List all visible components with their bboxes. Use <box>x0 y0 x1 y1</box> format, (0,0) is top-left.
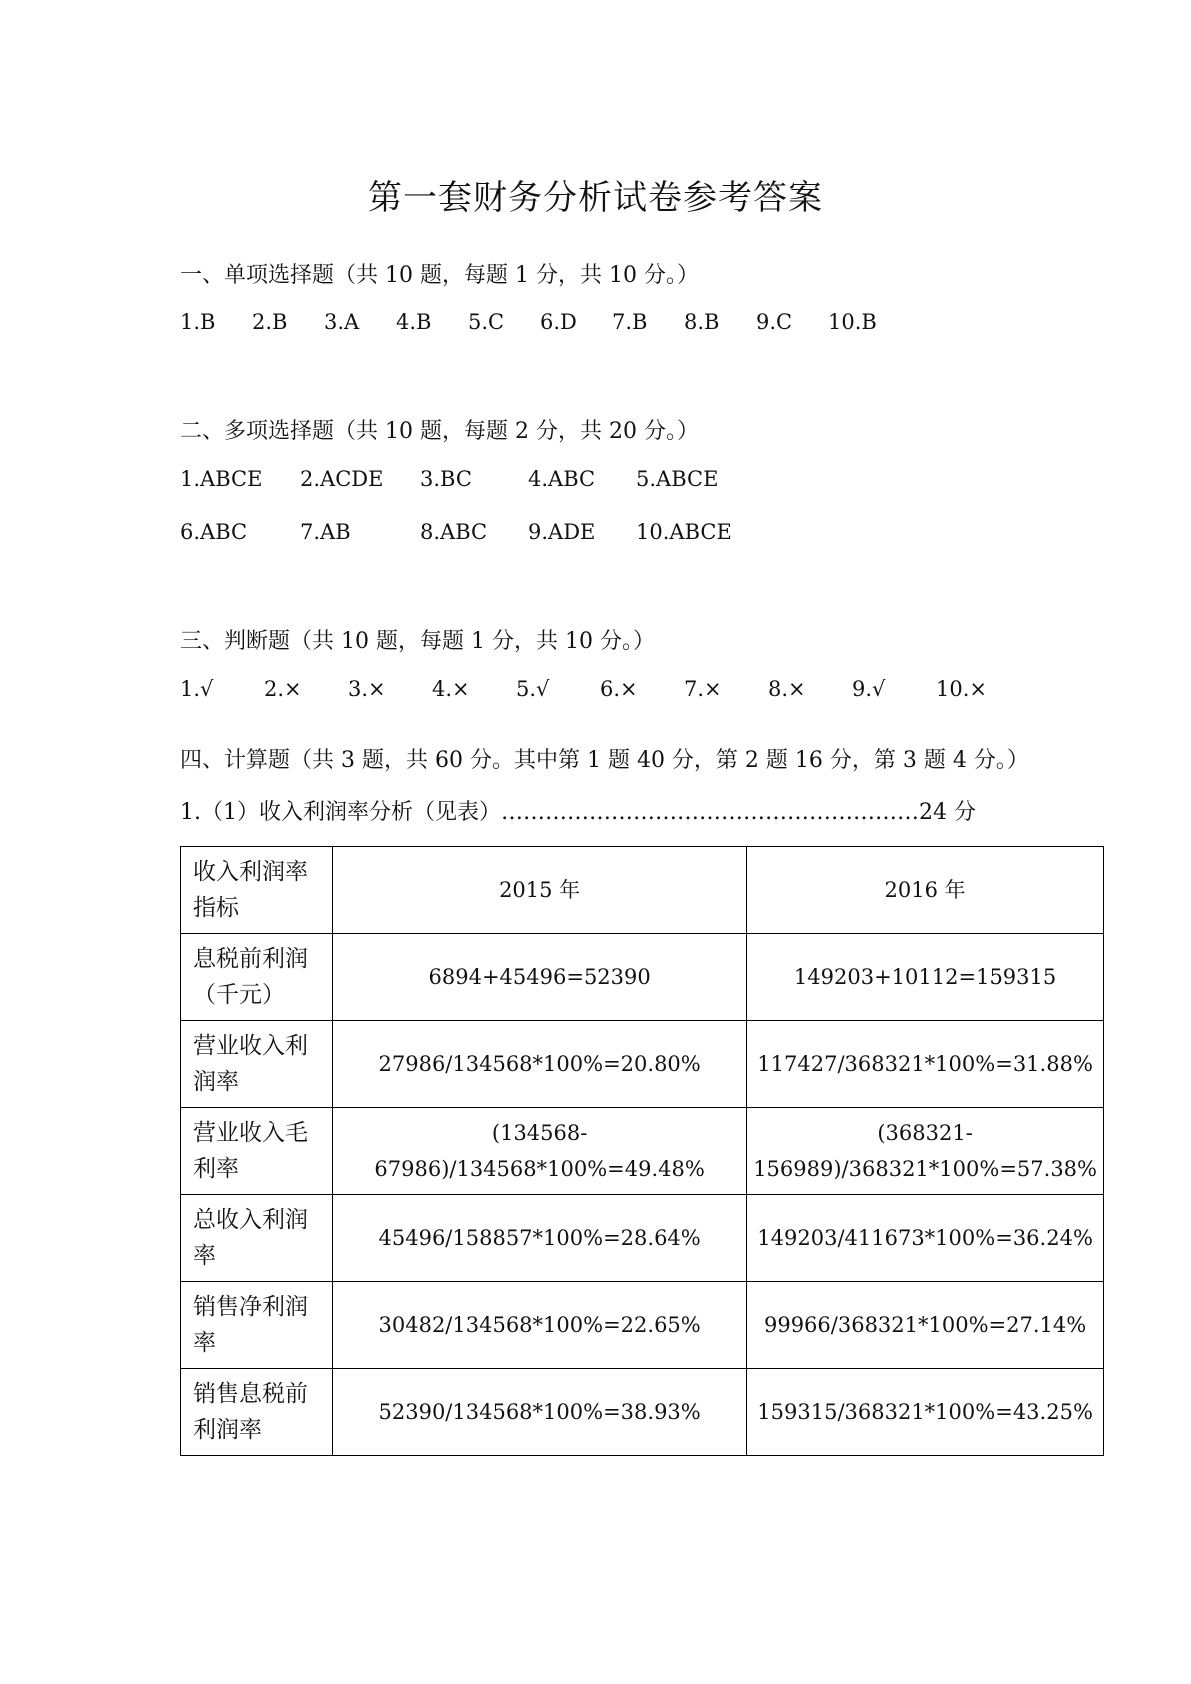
answer-item: 4.× <box>432 677 470 701</box>
indicator-cell: 总收入利润率 <box>181 1195 333 1282</box>
answer-item: 6.× <box>600 677 638 701</box>
answer-item: 2.ACDE <box>300 467 384 491</box>
answer-item: 10.× <box>936 677 987 701</box>
answer-item: 9.C <box>756 310 793 334</box>
value-cell-2015: (134568-67986)/134568*100%=49.48% <box>333 1108 747 1195</box>
value-cell-2016: 117427/368321*100%=31.88% <box>747 1021 1104 1108</box>
answer-item: 5.C <box>468 310 505 334</box>
page-title: 第一套财务分析试卷参考答案 <box>368 178 823 218</box>
indicator-cell: 营业收入利润率 <box>181 1021 333 1108</box>
answer-item: 8.× <box>768 677 806 701</box>
answer-item: 8.B <box>684 310 720 334</box>
table-header-cell: 2016 年 <box>747 847 1104 934</box>
answer-item: 4.ABC <box>528 467 596 491</box>
answer-item: 7.B <box>612 310 648 334</box>
section3-heading: 三、判断题（共 10 题，每题 1 分，共 10 分。） <box>180 629 655 654</box>
answer-item: 2.× <box>264 677 302 701</box>
answer-item: 7.× <box>684 677 722 701</box>
table-row <box>181 1369 1104 1456</box>
section4-heading: 四、计算题（共 3 题，共 60 分。其中第 1 题 40 分，第 2 题 16 分，第 3 题 4 分。） <box>180 748 1029 773</box>
value-cell-2016: (368321-156989)/368321*100%=57.38% <box>747 1108 1104 1195</box>
table-header-row <box>181 847 1104 934</box>
income-profit-ratio-table <box>180 846 1104 1456</box>
answer-item: 10.B <box>828 310 877 334</box>
answer-item: 5.√ <box>516 677 550 701</box>
table-row <box>181 1108 1104 1195</box>
table-row <box>181 934 1104 1021</box>
answer-item: 4.B <box>396 310 432 334</box>
indicator-cell: 息税前利润（千元） <box>181 934 333 1021</box>
value-cell-2016: 149203+10112=159315 <box>747 934 1104 1021</box>
section2-heading: 二、多项选择题（共 10 题，每题 2 分，共 20 分。） <box>180 419 699 444</box>
indicator-cell: 销售息税前利润率 <box>181 1369 333 1456</box>
value-cell-2015: 27986/134568*100%=20.80% <box>333 1021 747 1108</box>
answer-item: 10.ABCE <box>636 520 732 544</box>
value-cell-2016: 149203/411673*100%=36.24% <box>747 1195 1104 1282</box>
answer-item: 1.ABCE <box>180 467 263 491</box>
answer-item: 5.ABCE <box>636 467 719 491</box>
answer-item: 7.AB <box>300 520 351 544</box>
table-row <box>181 1195 1104 1282</box>
table-header-cell: 2015 年 <box>333 847 747 934</box>
table-row <box>181 1282 1104 1369</box>
answer-item: 9.√ <box>852 677 886 701</box>
answer-item: 8.ABC <box>420 520 488 544</box>
indicator-cell: 销售净利润率 <box>181 1282 333 1369</box>
value-cell-2015: 52390/134568*100%=38.93% <box>333 1369 747 1456</box>
table-row <box>181 1021 1104 1108</box>
answer-item: 3.BC <box>420 467 472 491</box>
table-header-cell: 收入利润率指标 <box>181 847 333 934</box>
value-cell-2015: 6894+45496=52390 <box>333 934 747 1021</box>
indicator-cell: 营业收入毛利率 <box>181 1108 333 1195</box>
value-cell-2015: 45496/158857*100%=28.64% <box>333 1195 747 1282</box>
answer-item: 1.B <box>180 310 216 334</box>
answer-item: 1.√ <box>180 677 214 701</box>
answer-item: 6.D <box>540 310 577 334</box>
value-cell-2015: 30482/134568*100%=22.65% <box>333 1282 747 1369</box>
answer-item: 3.× <box>348 677 386 701</box>
answer-item: 2.B <box>252 310 288 334</box>
value-cell-2016: 99966/368321*100%=27.14% <box>747 1282 1104 1369</box>
answer-item: 9.ADE <box>528 520 596 544</box>
answer-item: 3.A <box>324 310 360 334</box>
section1-heading: 一、单项选择题（共 10 题，每题 1 分，共 10 分。） <box>180 263 699 288</box>
value-cell-2016: 159315/368321*100%=43.25% <box>747 1369 1104 1456</box>
answer-item: 6.ABC <box>180 520 248 544</box>
question1-line: 1.（1）收入利润率分析（见表）…………………………………………………24 分 <box>180 800 976 825</box>
